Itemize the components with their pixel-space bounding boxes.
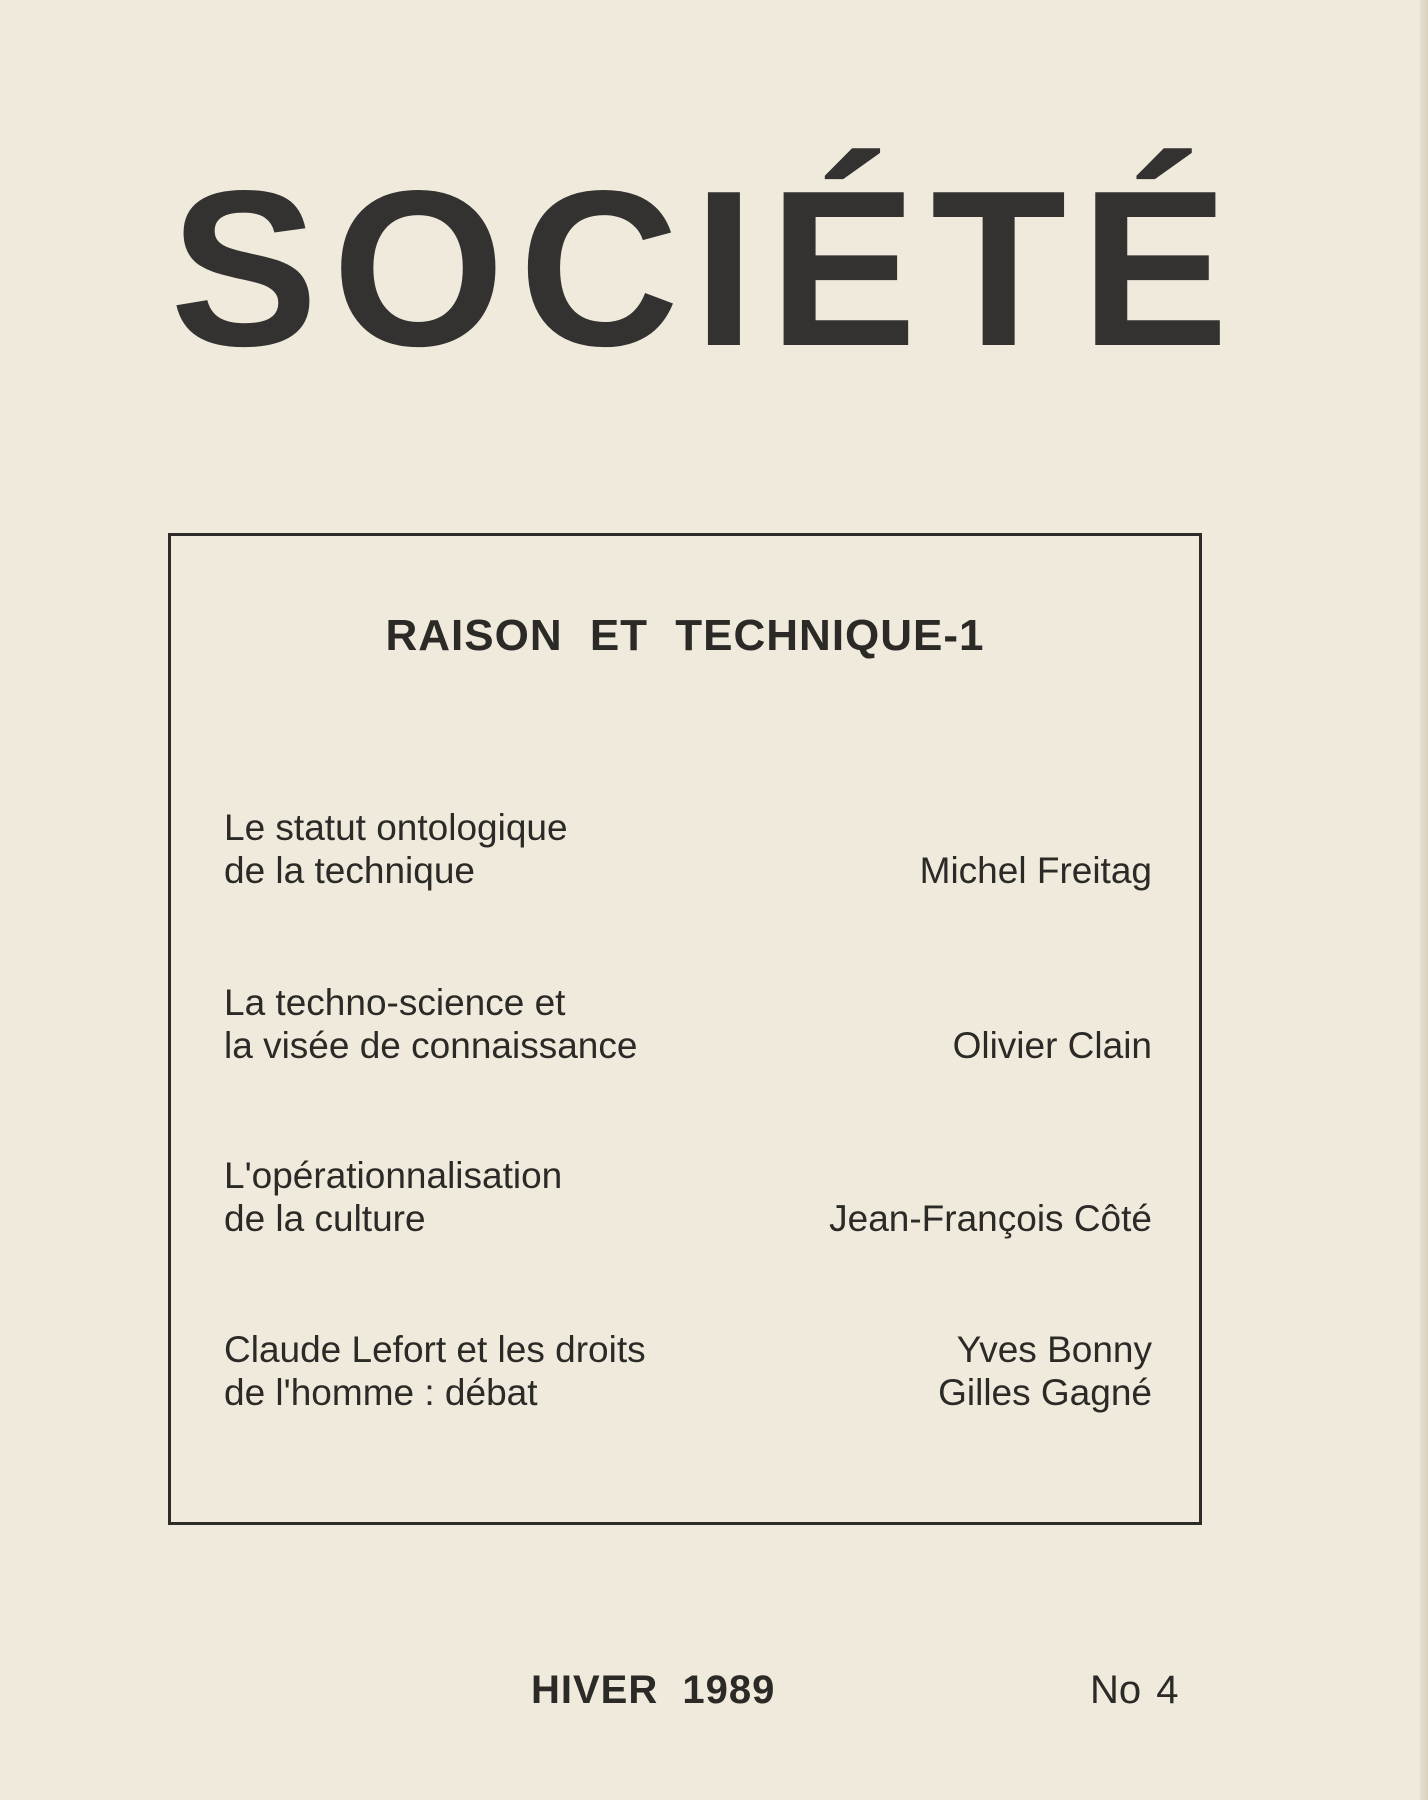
journal-title: SOCIÉTÉ — [170, 145, 1243, 393]
article-title: L'opérationnalisation de la culture — [224, 1155, 563, 1239]
article-author: Michel Freitag — [919, 850, 1152, 891]
issue-season: HIVER 1989 — [531, 1668, 776, 1712]
issue-theme: RAISON ET TECHNIQUE-1 — [385, 611, 985, 660]
article-author: Yves Bonny Gilles Gagné — [938, 1329, 1152, 1413]
page-edge — [1420, 0, 1428, 1800]
issue-number: No 4 — [1090, 1668, 1179, 1712]
article-title: Le statut ontologique de la technique — [224, 807, 568, 891]
article-author: Olivier Clain — [952, 1025, 1152, 1066]
article-title: La techno-science et la visée de connaissance — [224, 982, 638, 1066]
table-of-contents-box — [168, 533, 1202, 1525]
article-author: Jean-François Côté — [829, 1198, 1152, 1239]
article-title: Claude Lefort et les droits de l'homme : débat — [224, 1329, 646, 1413]
